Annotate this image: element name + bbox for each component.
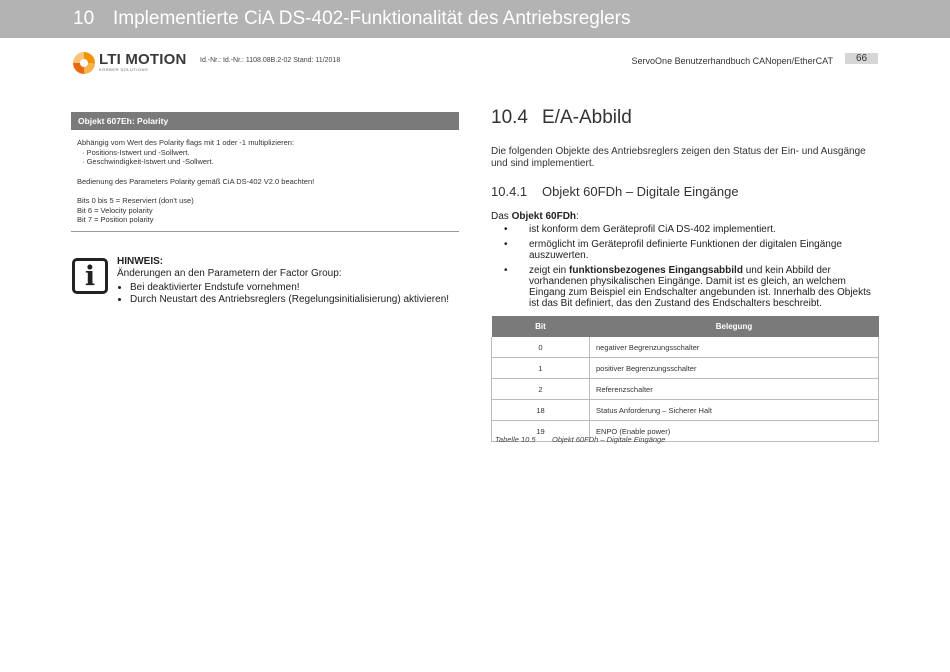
chapter-header-bar: [0, 0, 950, 38]
logo-subtitle: KÖRBER SOLUTIONS: [99, 67, 149, 72]
object-intro-prefix: Das: [491, 211, 512, 222]
section-heading: [491, 107, 632, 129]
cell-bit: 19: [492, 421, 590, 442]
company-logo: [73, 52, 187, 74]
section-intro: Die folgenden Objekte des Antriebsreglers zeigen den Status der Ein- und Ausgänge und sind implementiert.: [491, 146, 866, 169]
logo-name: LTI MOTION: [99, 51, 187, 68]
object-line: Bit 7 = Position polarity: [77, 215, 154, 224]
object-line: · Geschwindigkeit-Istwert und -Sollwert.: [82, 157, 214, 166]
object-line: Bits 0 bis 5 = Reserviert (don't use): [77, 196, 194, 205]
object-intro-suffix: :: [576, 211, 579, 222]
table-row: [492, 358, 879, 379]
hint-list: [117, 282, 467, 306]
cell-belegung: ENPO (Enable power): [590, 421, 879, 442]
object-intro: [491, 211, 579, 222]
object-line: Abhängig vom Wert des Polarity flags mit 1 oder -1 multiplizieren:: [77, 138, 295, 147]
object-607e-box: [71, 112, 459, 232]
object-line: Bit 6 = Velocity polarity: [77, 205, 153, 215]
table-row: [492, 337, 879, 358]
subsection-heading: [491, 184, 739, 199]
cell-belegung: Status Anforderung – Sicherer Halt: [590, 400, 879, 421]
section-number: 10.4: [491, 107, 528, 128]
digital-inputs-table: [491, 316, 879, 442]
cell-bit: 18: [492, 400, 590, 421]
column-header-belegung: Belegung: [590, 316, 879, 337]
logo-mark-icon: [73, 52, 95, 74]
subsection-number: 10.4.1: [491, 184, 528, 199]
caption-text: Objekt 60FDh – Digitale Eingänge: [552, 435, 666, 444]
chapter-number: 10: [73, 8, 95, 29]
object-bullet-list: [491, 224, 879, 313]
cell-bit: 0: [492, 337, 590, 358]
object-box-title: Objekt 607Eh: Polarity: [71, 112, 459, 130]
table-row: [492, 379, 879, 400]
cell-belegung: positiver Begrenzungsschalter: [590, 358, 879, 379]
hint-item: • Bei deaktivierter Endstufe vornehmen!: [130, 282, 467, 294]
bullet-item: [491, 265, 879, 309]
chapter-title: Implementierte CiA DS-402-Funktionalität des Antriebsreglers: [113, 8, 631, 29]
caption-label: Tabelle 10.5: [495, 435, 536, 444]
cell-bit: 2: [492, 379, 590, 400]
cell-belegung: negativer Begrenzungsschalter: [590, 337, 879, 358]
product-name: ServoOne Benutzerhandbuch CANopen/EtherCAT: [631, 56, 833, 66]
hint-item: • Durch Neustart des Antriebsreglers (Regelungsinitialisierung) aktivieren!: [130, 294, 467, 306]
cell-belegung: Referenzschalter: [590, 379, 879, 400]
hint-title: HINWEIS:: [117, 256, 164, 267]
column-header-bit: Bit: [492, 316, 590, 337]
bullet-text: zeigt ein: [529, 265, 570, 276]
subsection-title: Objekt 60FDh – Digitale Eingänge: [542, 184, 739, 199]
table-caption: [495, 435, 665, 444]
cell-bit: 1: [492, 358, 590, 379]
object-line: Bedienung des Parameters Polarity gemäß CiA DS-402 V2.0 beachten!: [77, 176, 315, 186]
bullet-item: • ermöglicht im Geräteprofil definierte Funktionen der digitalen Eingänge auszuwerten.: [491, 239, 879, 261]
section-title: E/A-Abbild: [542, 107, 632, 128]
page-number: 66: [845, 53, 878, 64]
document-id: Id.-Nr.: Id.-Nr.: 1108.08B.2-02 Stand: 11/2018: [200, 57, 341, 64]
object-intro-name: Objekt 60FDh: [511, 211, 577, 222]
table-row: [492, 400, 879, 421]
info-icon: i: [72, 258, 108, 294]
bullet-text: und kein Abbild der vorhandenen physikalischen Eingänge. Damit ist es gleich, an welchem Eingang zum Beispiel ein Endschalter angebunden ist. Innerhalb des Objekts ist das Bit definiert, das den Zustand des Endschalters beschreibt.: [529, 265, 871, 309]
table-header-row: [492, 316, 879, 337]
object-line: · Positions-Istwert und -Sollwert.: [82, 147, 190, 157]
object-box-body: [71, 130, 459, 232]
bullet-bold-text: funktionsbezogenes Eingangsabbild: [569, 265, 743, 276]
bullet-item: • ist konform dem Geräteprofil CiA DS-402 implementiert.: [491, 224, 879, 235]
hint-text: Änderungen an den Parametern der Factor Group:: [117, 268, 342, 279]
